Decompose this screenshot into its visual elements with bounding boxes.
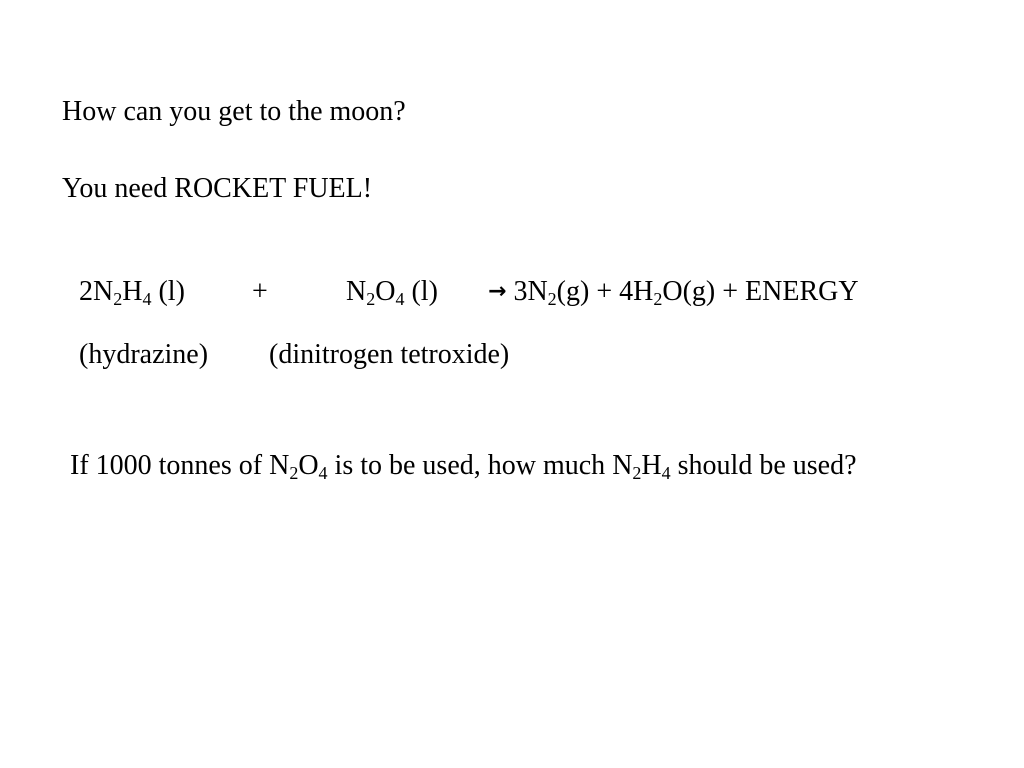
arrow-right-icon: → (488, 279, 507, 304)
question-paragraph: If 1000 tonnes of $N_2O_4$ is to be used, how much $N_2H_4$ should be used? (70, 450, 857, 484)
reaction-products: → $3N_2(g) + 4H_2O(g)$ + ENERGY (488, 276, 859, 310)
rocket-fuel-text: You need ROCKET FUEL! (62, 173, 373, 204)
energy-label: ENERGY (745, 276, 859, 307)
n2o4-formula: $N_2O_4$ (269, 450, 328, 484)
dinitrogen-tetroxide-name: (dinitrogen tetroxide) (269, 339, 510, 370)
water-product: $4H_2O(g)$ (619, 276, 716, 310)
nitrogen-product: $3N_2(g)$ (513, 276, 590, 310)
n2h4-formula: $N_2H_4$ (612, 450, 671, 484)
dinitrogen-tetroxide-formula: $N_2O_4$ (l) (346, 276, 438, 310)
hydrazine-name: (hydrazine) (79, 339, 209, 370)
chemical-equation (79, 275, 185, 309)
hydrazine-formula: $2N_2H_4$ (l) (79, 276, 185, 310)
question-moon: How can you get to the moon? (62, 96, 406, 127)
plus-sign: + (252, 276, 268, 307)
